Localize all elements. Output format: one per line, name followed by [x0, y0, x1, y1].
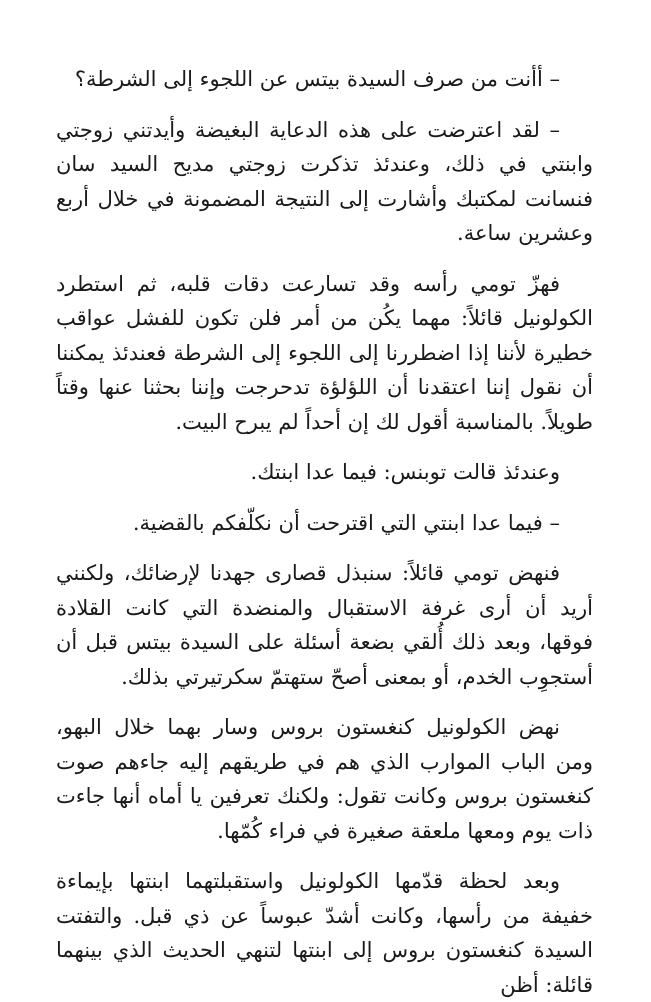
paragraph: فنهض تومي قائلاً: سنبذل قصارى جهدنا لإرضائك، ولكنني أريد أن أرى غرفة الاستقبال والمنضدة التي كانت القلادة فوقها، وبعد ذلك أُلقي بضعة أسئلة على السيدة بيتس قبل أن أستجوِب الخدم، أو بمعنى أصحّ ستهتمّ سكرتيرتي بذلك.: [56, 561, 593, 689]
paragraph: وبعد لحظة قدّمها الكولونيل واستقبلتهما ابنتها بإيماءة خفيفة من رأسها، وكانت أشدّ عبوساً عن ذي قبل. والتفتت السيدة كنغستون بروس إلى ابنتها لتنهي الحديث الذي بينهما قائلة: أظن: [56, 869, 593, 997]
paragraph: – لقد اعترضت على هذه الدعاية البغيضة وأيدتني زوجتي وابنتي في ذلك، وعندئذ تذكرت زوجتي مديح السيد سان فنسانت لمكتبك وأشارت إلى النتيجة المضمونة في خلال أربع وعشرين ساعة.: [56, 117, 593, 245]
paragraph: وعندئذ قالت توبنس: فيما عدا ابنتك.: [250, 460, 560, 484]
paragraph: – فيما عدا ابنتي التي اقترحت أن نكلّفكم بالقضية.: [132, 510, 560, 535]
paragraph: – أأنت من صرف السيدة بيتس عن اللجوء إلى الشرطة؟: [74, 67, 560, 91]
paragraph: فهزّ تومي رأسه وقد تسارعت دقات قلبه، ثم استطرد الكولونيل قائلاً: مهما يكُن من أمر فلن تكون للفشل عواقب خطيرة لأننا إذا اضطررنا إلى اللجوء إلى الشرطة فعندئذ يمكننا أن نقول إننا اعتقدنا أن اللؤلؤة تدحرجت وإننا بحثنا عنها وقتاً طويلاً. بالمناسبة أقول لك إن أحداً لم يبرح البيت.: [56, 271, 593, 434]
paragraph: نهض الكولونيل كنغستون بروس وسار بهما خلال البهو، ومن الباب الموارب الذي هم في طريقهم إليه جاءهم صوت كنغستون بروس وكانت تقول: ولكنك تعرفين يا أماه أنها جاءت ذات يوم ومعها ملعقة صغيرة في فراء كُمّها.: [56, 715, 593, 843]
